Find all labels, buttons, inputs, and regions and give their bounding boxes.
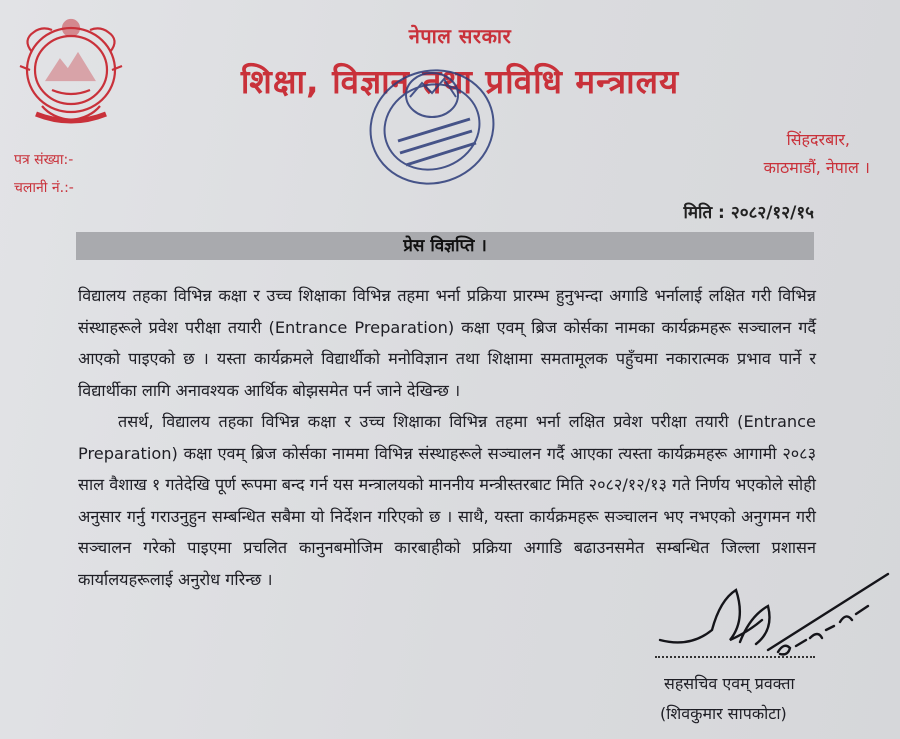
signature-line <box>655 650 815 658</box>
dispatch-number-label: चलानी नं.:- <box>14 180 74 196</box>
document-title: प्रेस विज्ञप्ति । <box>76 232 814 260</box>
date-row <box>677 200 814 223</box>
address-line-1: सिंहदरबार, <box>786 130 850 149</box>
nepal-emblem-icon <box>12 10 130 128</box>
body-paragraph-1: विद्यालय तहका विभिन्न कक्षा र उच्च शिक्षाका विभिन्न तहमा भर्ना प्रक्रिया प्रारम्भ हुनुभन्दा अगाडि भर्नालाई लक्षित गरी विभिन्न संस्थाहरूले प्रवेश परीक्षा तयारी (Entrance Preparation) कक्षा एवम् ब्रिज कोर्सका नामका कार्यक्रमहरू सञ्चालन गर्दै आएको पाइएको छ । यस्ता कार्यक्रमले विद्यार्थीको मनोविज्ञान तथा शिक्षामा समतामूलक पहुँचमा नकारात्मक प्रभाव पार्ने र विद्यार्थीका लागि अनावश्यक आर्थिक बोझसमेत पर्न जाने देखिन्छ । <box>78 286 816 400</box>
ministry-stamp-icon <box>352 45 532 195</box>
government-name: नेपाल सरकार <box>408 24 512 48</box>
signatory-name: (शिवकुमार सापकोटा) <box>660 704 787 723</box>
body-paragraph-2: तसर्थ, विद्यालय तहका विभिन्न कक्षा र उच्च शिक्षाका विभिन्न तहमा भर्ना लक्षित प्रवेश परीक्षा तयारी (Entrance Preparation) कक्षा एवम् ब्रिज कोर्सका नाममा विभिन्न संस्थाहरूले सञ्चालन गर्दै आएका त्यस्ता कार्यक्रमहरू आगामी २०८३ साल वैशाख १ गतेदेखि पूर्ण रूपमा बन्द गर्न यस मन्त्रालयको माननीय मन्त्रीस्तरबाट मिति २०८२/१२/१३ गते निर्णय भएकोले सोही अनुसार गर्नु गराउनुहुन सम्बन्धित सबैमा यो निर्देशन गरिएको छ । साथै, यस्ता कार्यक्रमहरू सञ्चालन भए नभएको अनुगमन गरी सञ्चालन गरेको पाइएमा प्रचलित कानुनबमोजिम कारबाहीको प्रक्रिया अगाडि बढाउनसमेत सम्बन्धित जिल्ला प्रशासन कार्यालयहरूलाई अनुरोध गरिन्छ । <box>78 412 816 589</box>
signatory-designation: सहसचिव एवम् प्रवक्ता <box>664 674 795 693</box>
letter-number-label: पत्र संख्या:- <box>14 152 74 168</box>
date-label: मिति : <box>683 203 725 223</box>
ministry-name: शिक्षा, विज्ञान तथा प्रविधि मन्त्रालय <box>240 62 680 101</box>
document-body <box>78 280 816 595</box>
address-line-2: काठमाडौं, नेपाल । <box>763 158 870 177</box>
date-value: २०८२/१२/१५ <box>730 203 814 223</box>
